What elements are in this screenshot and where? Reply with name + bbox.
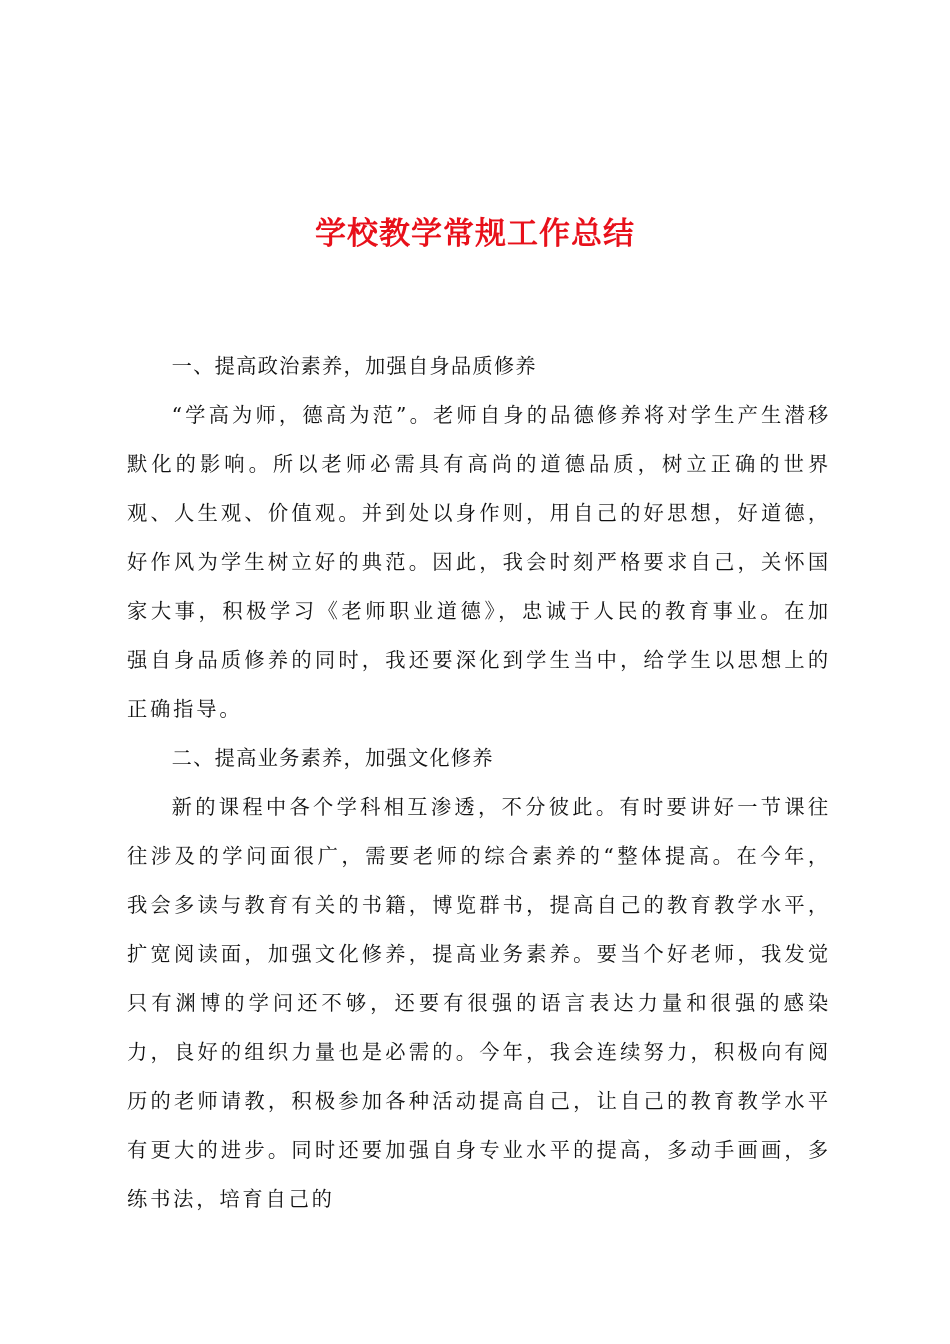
paragraph-1: “学高为师，德高为范”。老师自身的品德修养将对学生产生潜移默化的影响。所以老师必需具有高尚的道德品质，树立正确的世界观、人生观、价值观。并到处以身作则，用自己的好思想，好道德，好作风为学生树立好的典范。因此，我会时刻严格要求自己，关怀国家大事，积极学习《老师职业道德》，忠诚于人民的教育事业。在加强自身品质修养的同时，我还要深化到学生当中，给学生以思想上的正确指导。	[127, 403, 831, 721]
paragraph-2: 新的课程中各个学科相互渗透，不分彼此。有时要讲好一节课往往涉及的学问面很广，需要老师的综合素养的“整体提高。在今年，我会多读与教育有关的书籍，博览群书，提高自己的教育教学水平，扩宽阅读面，加强文化修养，提高业务素养。要当个好老师，我发觉只有渊博的学问还不够，还要有很强的语言表达力量和很强的感染力，良好的组织力量也是必需的。今年，我会连续努力，积极向有阅历的老师请教，积极参加各种活动提高自己，让自己的教育教学水平有更大的进步。同时还要加强自身专业水平的提高，多动手画画，多练书法，培育自己的	[127, 795, 831, 1211]
document-title: 学校教学常规工作总结	[315, 216, 635, 252]
section-heading-2: 二、提高业务素养，加强文化修养	[171, 746, 494, 770]
document-body	[127, 342, 831, 1224]
section-heading-1: 一、提高政治素养，加强自身品质修养	[171, 354, 537, 378]
